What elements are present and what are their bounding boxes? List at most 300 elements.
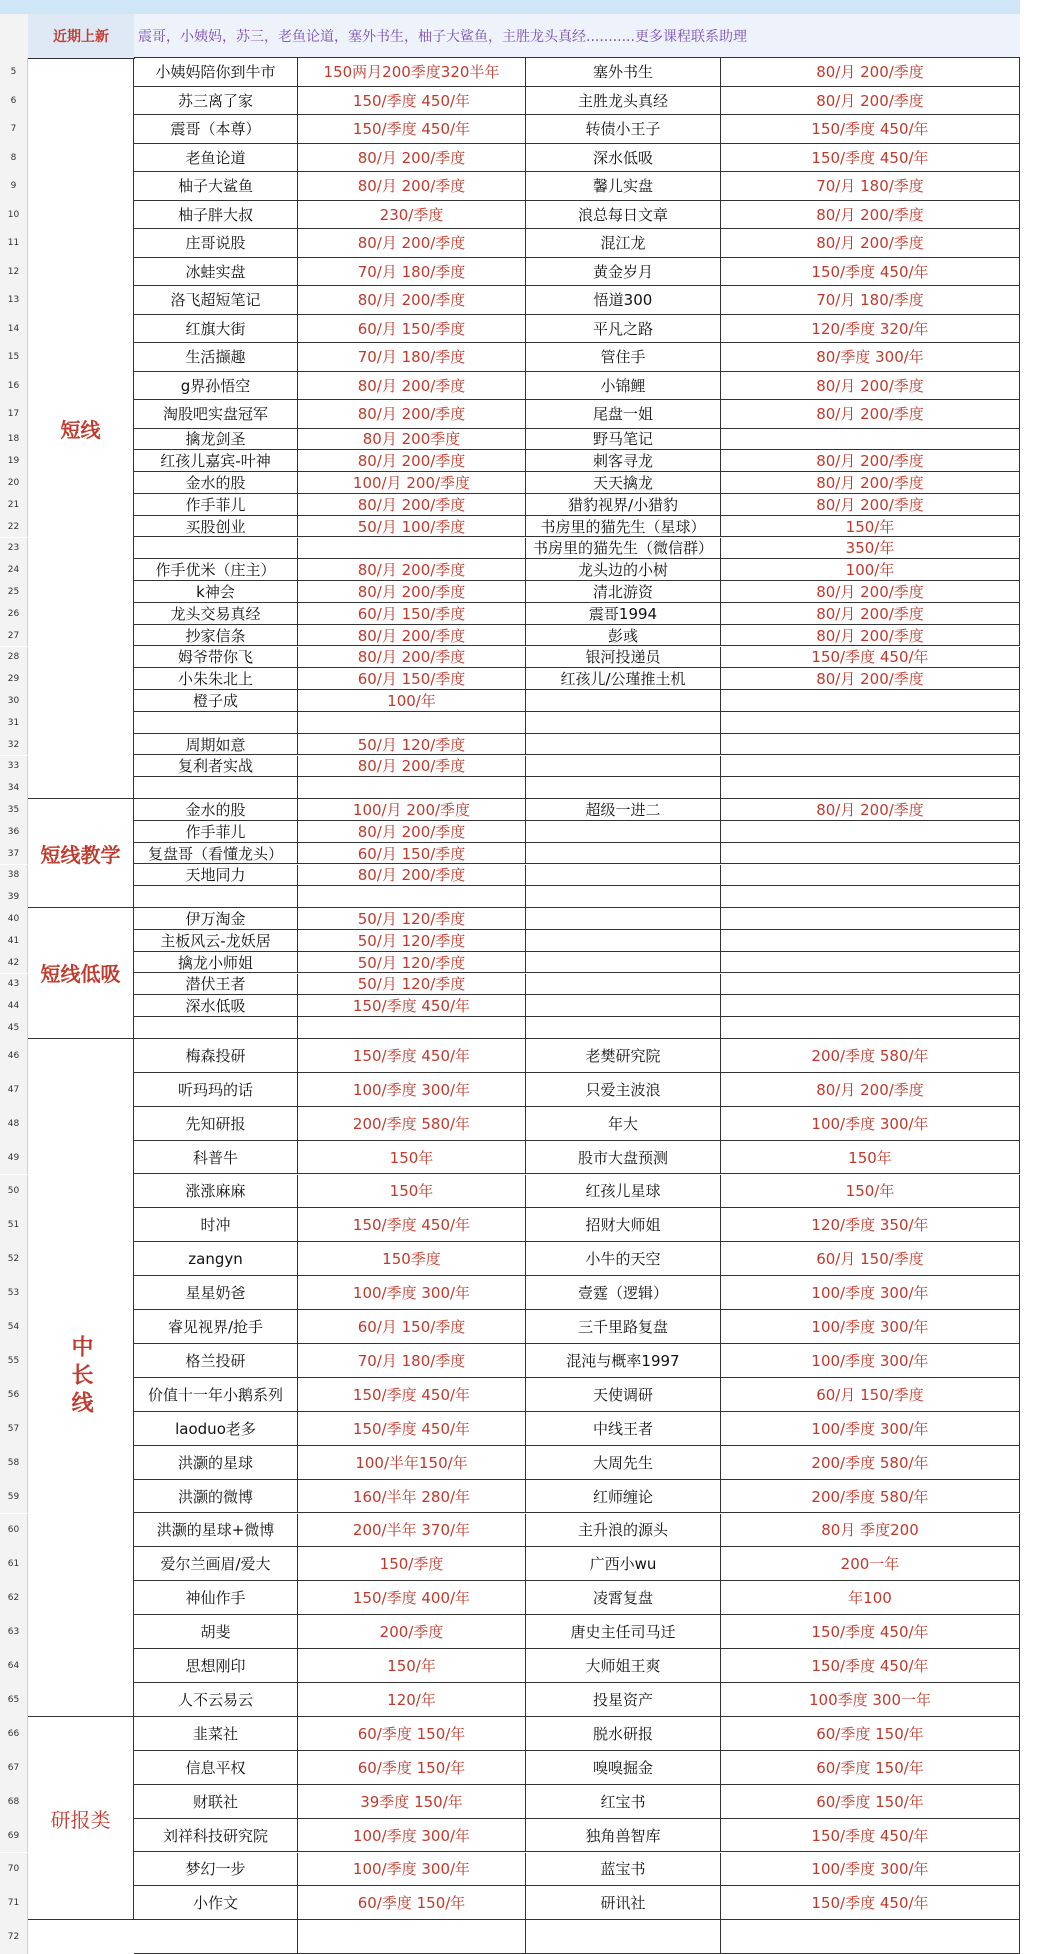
course-name-cell[interactable]: 唐史主任司马迁 — [526, 1615, 721, 1649]
course-name-cell[interactable]: 听玛玛的话 — [134, 1073, 298, 1107]
row-number[interactable]: 57 — [0, 1412, 28, 1446]
course-name-cell[interactable]: 星星奶爸 — [134, 1276, 298, 1310]
course-name-cell[interactable]: 洪灏的星球 — [134, 1446, 298, 1480]
course-name-cell[interactable] — [526, 777, 721, 799]
price-cell[interactable]: 80/月 200/季度 — [298, 450, 526, 472]
price-cell[interactable]: 200一年 — [721, 1547, 1020, 1581]
price-cell[interactable]: 150/季度 450/年 — [298, 1378, 526, 1412]
price-cell[interactable]: 60/月 150/季度 — [298, 843, 526, 865]
course-name-cell[interactable]: 格兰投研 — [134, 1344, 298, 1378]
course-name-cell[interactable]: 老樊研究院 — [526, 1039, 721, 1073]
price-cell[interactable]: 150/季度 450/年 — [721, 1886, 1020, 1920]
course-name-cell[interactable]: 先知研报 — [134, 1107, 298, 1141]
price-cell[interactable]: 80/月 200/季度 — [721, 494, 1020, 516]
row-number[interactable]: 46 — [0, 1039, 28, 1073]
row-number[interactable]: 44 — [0, 995, 28, 1017]
row-number[interactable]: 10 — [0, 201, 28, 230]
course-name-cell[interactable]: 混沌与概率1997 — [526, 1344, 721, 1378]
course-name-cell[interactable]: 年大 — [526, 1107, 721, 1141]
course-name-cell[interactable]: 招财大师姐 — [526, 1208, 721, 1242]
course-name-cell[interactable]: 中线王者 — [526, 1412, 721, 1446]
course-name-cell[interactable]: 苏三离了家 — [134, 87, 298, 116]
row-number[interactable]: 28 — [0, 647, 28, 669]
row-number[interactable]: 40 — [0, 908, 28, 930]
course-name-cell[interactable]: 擒龙剑圣 — [134, 429, 298, 451]
row-number[interactable]: 64 — [0, 1649, 28, 1683]
row-number[interactable]: 56 — [0, 1378, 28, 1412]
price-cell[interactable]: 50/月 120/季度 — [298, 908, 526, 930]
course-name-cell[interactable]: 红孩儿嘉宾-叶神 — [134, 450, 298, 472]
row-number[interactable]: 59 — [0, 1480, 28, 1514]
price-cell[interactable] — [721, 952, 1020, 974]
course-name-cell[interactable]: 猎豹视界/小猎豹 — [526, 494, 721, 516]
course-name-cell[interactable]: 凌霄复盘 — [526, 1581, 721, 1615]
price-cell[interactable] — [721, 995, 1020, 1017]
course-name-cell[interactable] — [134, 538, 298, 560]
price-cell[interactable]: 80/月 200/季度 — [298, 756, 526, 778]
course-name-cell[interactable]: 天天擒龙 — [526, 472, 721, 494]
price-cell[interactable]: 100季度 300一年 — [721, 1683, 1020, 1717]
price-cell[interactable]: 200/季度 — [298, 1615, 526, 1649]
price-cell[interactable]: 60/季度 150/年 — [298, 1717, 526, 1751]
price-cell[interactable]: 80/月 200/季度 — [721, 625, 1020, 647]
course-name-cell[interactable]: 管住手 — [526, 343, 721, 372]
course-name-cell[interactable]: 震哥1994 — [526, 603, 721, 625]
price-cell[interactable]: 80/月 200/季度 — [298, 372, 526, 401]
row-number[interactable]: 15 — [0, 343, 28, 372]
price-cell[interactable]: 100/季度 300/年 — [721, 1107, 1020, 1141]
row-number[interactable]: 49 — [0, 1141, 28, 1175]
course-name-cell[interactable]: 清北游资 — [526, 581, 721, 603]
course-name-cell[interactable]: 洪灏的微博 — [134, 1480, 298, 1514]
course-name-cell[interactable]: 嗅嗅掘金 — [526, 1751, 721, 1785]
price-cell[interactable]: 60/季度 150/年 — [298, 1886, 526, 1920]
course-name-cell[interactable]: 红旗大街 — [134, 315, 298, 344]
price-cell[interactable] — [298, 1920, 526, 1954]
course-name-cell[interactable]: 柚子胖大叔 — [134, 201, 298, 230]
course-name-cell[interactable]: 小朱朱北上 — [134, 668, 298, 690]
course-name-cell[interactable]: 天地同力 — [134, 865, 298, 887]
row-number[interactable]: 14 — [0, 315, 28, 344]
course-name-cell[interactable] — [134, 1920, 298, 1954]
course-name-cell[interactable]: 股市大盘预测 — [526, 1141, 721, 1175]
price-cell[interactable]: 60/月 150/季度 — [298, 315, 526, 344]
course-name-cell[interactable] — [526, 995, 721, 1017]
course-name-cell[interactable] — [526, 690, 721, 712]
price-cell[interactable]: 80/月 200/季度 — [721, 372, 1020, 401]
course-name-cell[interactable]: 睿见视界/抢手 — [134, 1310, 298, 1344]
course-name-cell[interactable]: 主板风云-龙妖居 — [134, 930, 298, 952]
course-name-cell[interactable]: 超级一进二 — [526, 799, 721, 821]
price-cell[interactable]: 39季度 150/年 — [298, 1785, 526, 1819]
row-number[interactable]: 37 — [0, 843, 28, 865]
course-name-cell[interactable]: 主升浪的源头 — [526, 1514, 721, 1548]
price-cell[interactable]: 70/月 180/季度 — [298, 343, 526, 372]
course-name-cell[interactable]: 老鱼论道 — [134, 144, 298, 173]
course-name-cell[interactable] — [134, 777, 298, 799]
price-cell[interactable]: 150年 — [298, 1141, 526, 1175]
course-name-cell[interactable]: 小姨妈陪你到牛市 — [134, 58, 298, 87]
row-number[interactable]: 68 — [0, 1785, 28, 1819]
course-name-cell[interactable]: 小作文 — [134, 1886, 298, 1920]
course-name-cell[interactable]: 刘祥科技研究院 — [134, 1819, 298, 1853]
price-cell[interactable]: 100/季度 300/年 — [721, 1853, 1020, 1887]
course-name-cell[interactable] — [526, 865, 721, 887]
price-cell[interactable] — [721, 821, 1020, 843]
price-cell[interactable]: 50/月 120/季度 — [298, 734, 526, 756]
course-name-cell[interactable]: 脱水研报 — [526, 1717, 721, 1751]
price-cell[interactable]: 100/季度 300/年 — [721, 1310, 1020, 1344]
course-name-cell[interactable]: 涨涨麻麻 — [134, 1175, 298, 1209]
course-name-cell[interactable] — [526, 734, 721, 756]
price-cell[interactable]: 150/季度 450/年 — [721, 115, 1020, 144]
price-cell[interactable]: 120/季度 350/年 — [721, 1208, 1020, 1242]
course-name-cell[interactable]: 复盘哥（看懂龙头） — [134, 843, 298, 865]
price-cell[interactable]: 80/月 200/季度 — [721, 668, 1020, 690]
course-name-cell[interactable]: 浪总每日文章 — [526, 201, 721, 230]
row-number[interactable]: 50 — [0, 1175, 28, 1209]
price-cell[interactable]: 50/月 120/季度 — [298, 974, 526, 996]
price-cell[interactable]: 100/季度 300/年 — [721, 1344, 1020, 1378]
row-number[interactable]: 20 — [0, 472, 28, 494]
category-cell[interactable]: 短线低吸 — [28, 908, 134, 1039]
category-cell[interactable]: 短线教学 — [28, 799, 134, 908]
price-cell[interactable]: 100/季度 300/年 — [298, 1819, 526, 1853]
price-cell[interactable] — [298, 712, 526, 734]
price-cell[interactable] — [721, 886, 1020, 908]
price-cell[interactable]: 80/季度 300/年 — [721, 343, 1020, 372]
row-number[interactable]: 45 — [0, 1017, 28, 1039]
row-number[interactable]: 22 — [0, 516, 28, 538]
price-cell[interactable]: 60/月 150/季度 — [721, 1242, 1020, 1276]
row-number[interactable]: 33 — [0, 756, 28, 778]
course-name-cell[interactable]: 复利者实战 — [134, 756, 298, 778]
price-cell[interactable]: 80/月 200/季度 — [298, 286, 526, 315]
row-number[interactable]: 25 — [0, 581, 28, 603]
row-number[interactable]: 72 — [0, 1920, 28, 1954]
course-name-cell[interactable]: 洛飞超短笔记 — [134, 286, 298, 315]
price-cell[interactable]: 70/月 180/季度 — [721, 286, 1020, 315]
row-number[interactable]: 43 — [0, 974, 28, 996]
course-name-cell[interactable]: 红孩儿星球 — [526, 1175, 721, 1209]
price-cell[interactable]: 100/季度 300/年 — [298, 1073, 526, 1107]
row-number[interactable]: 16 — [0, 372, 28, 401]
course-name-cell[interactable]: 红孩儿/公瑾推土机 — [526, 668, 721, 690]
course-name-cell[interactable]: 买股创业 — [134, 516, 298, 538]
row-number[interactable]: 17 — [0, 400, 28, 429]
row-number[interactable]: 38 — [0, 865, 28, 887]
row-number[interactable]: 63 — [0, 1615, 28, 1649]
price-cell[interactable]: 150/季度 450/年 — [721, 1615, 1020, 1649]
price-cell[interactable]: 200/季度 580/年 — [721, 1480, 1020, 1514]
course-name-cell[interactable]: 爱尔兰画眉/爱大 — [134, 1547, 298, 1581]
price-cell[interactable]: 150/季度 450/年 — [721, 144, 1020, 173]
row-number[interactable]: 34 — [0, 777, 28, 799]
price-cell[interactable]: 80/月 200/季度 — [298, 821, 526, 843]
course-name-cell[interactable]: 壹霆（逻辑） — [526, 1276, 721, 1310]
course-name-cell[interactable]: 小锦鲤 — [526, 372, 721, 401]
price-cell[interactable]: 150/季度 450/年 — [298, 115, 526, 144]
course-name-cell[interactable]: 黄金岁月 — [526, 258, 721, 287]
price-cell[interactable]: 年100 — [721, 1581, 1020, 1615]
price-cell[interactable]: 80/月 200/季度 — [721, 603, 1020, 625]
row-number[interactable]: 8 — [0, 144, 28, 173]
course-name-cell[interactable] — [526, 843, 721, 865]
price-cell[interactable]: 150/季度 450/年 — [298, 1412, 526, 1446]
header-label[interactable]: 近期上新 — [28, 14, 135, 59]
price-cell[interactable]: 100/季度 300/年 — [721, 1276, 1020, 1310]
row-number[interactable]: 7 — [0, 115, 28, 144]
course-name-cell[interactable] — [526, 1920, 721, 1954]
course-name-cell[interactable]: 尾盘一姐 — [526, 400, 721, 429]
price-cell[interactable] — [721, 908, 1020, 930]
price-cell[interactable]: 150两月200季度320半年 — [298, 58, 526, 87]
price-cell[interactable] — [721, 734, 1020, 756]
price-cell[interactable]: 150/季度 450/年 — [721, 258, 1020, 287]
course-name-cell[interactable]: 柚子大鲨鱼 — [134, 172, 298, 201]
course-name-cell[interactable]: 思想刚印 — [134, 1649, 298, 1683]
course-name-cell[interactable]: 作手菲儿 — [134, 821, 298, 843]
row-number[interactable]: 5 — [0, 58, 28, 87]
course-name-cell[interactable]: 转债小王子 — [526, 115, 721, 144]
price-cell[interactable]: 100/年 — [298, 690, 526, 712]
row-number[interactable]: 36 — [0, 821, 28, 843]
row-number[interactable]: 48 — [0, 1107, 28, 1141]
course-name-cell[interactable]: 金水的股 — [134, 799, 298, 821]
price-cell[interactable]: 60/月 150/季度 — [298, 668, 526, 690]
row-number[interactable]: 35 — [0, 799, 28, 821]
row-number[interactable]: 26 — [0, 603, 28, 625]
row-number[interactable]: 66 — [0, 1717, 28, 1751]
price-cell[interactable]: 80/月 200/季度 — [721, 400, 1020, 429]
price-cell[interactable] — [721, 930, 1020, 952]
course-name-cell[interactable] — [526, 886, 721, 908]
course-name-cell[interactable]: 周期如意 — [134, 734, 298, 756]
price-cell[interactable]: 80/月 200/季度 — [721, 201, 1020, 230]
row-number[interactable]: 67 — [0, 1751, 28, 1785]
row-number[interactable]: 12 — [0, 258, 28, 287]
row-number[interactable]: 71 — [0, 1886, 28, 1920]
price-cell[interactable]: 200/季度 580/年 — [721, 1446, 1020, 1480]
price-cell[interactable]: 80/月 200/季度 — [298, 625, 526, 647]
price-cell[interactable] — [721, 865, 1020, 887]
row-number[interactable]: 47 — [0, 1073, 28, 1107]
price-cell[interactable] — [721, 712, 1020, 734]
price-cell[interactable]: 200/季度 580/年 — [298, 1107, 526, 1141]
course-name-cell[interactable]: 混江龙 — [526, 229, 721, 258]
row-number[interactable]: 18 — [0, 429, 28, 451]
course-name-cell[interactable]: 姆爷带你飞 — [134, 647, 298, 669]
course-name-cell[interactable]: laoduo老多 — [134, 1412, 298, 1446]
course-name-cell[interactable]: 梦幻一步 — [134, 1853, 298, 1887]
price-cell[interactable]: 150/季度 450/年 — [298, 995, 526, 1017]
price-cell[interactable]: 80/月 200/季度 — [298, 559, 526, 581]
row-number[interactable]: 11 — [0, 229, 28, 258]
price-cell[interactable]: 100/季度 300/年 — [298, 1276, 526, 1310]
course-name-cell[interactable]: 潜伏王者 — [134, 974, 298, 996]
course-name-cell[interactable]: 抄家信条 — [134, 625, 298, 647]
course-name-cell[interactable]: zangyn — [134, 1242, 298, 1276]
row-number[interactable]: 61 — [0, 1547, 28, 1581]
course-name-cell[interactable]: 生活撷趣 — [134, 343, 298, 372]
course-name-cell[interactable] — [134, 1017, 298, 1039]
row-number[interactable]: 9 — [0, 172, 28, 201]
course-name-cell[interactable] — [526, 1017, 721, 1039]
course-name-cell[interactable]: 作手菲儿 — [134, 494, 298, 516]
row-number[interactable]: 27 — [0, 625, 28, 647]
row-number[interactable]: 39 — [0, 886, 28, 908]
row-number[interactable]: 41 — [0, 930, 28, 952]
course-name-cell[interactable]: 书房里的猫先生（微信群） — [526, 538, 721, 560]
course-name-cell[interactable]: 红师缠论 — [526, 1480, 721, 1514]
course-name-cell[interactable]: 财联社 — [134, 1785, 298, 1819]
course-name-cell[interactable]: 胡斐 — [134, 1615, 298, 1649]
row-number[interactable]: 53 — [0, 1276, 28, 1310]
price-cell[interactable]: 150/季度 450/年 — [721, 1819, 1020, 1853]
course-name-cell[interactable]: 淘股吧实盘冠军 — [134, 400, 298, 429]
course-name-cell[interactable]: 野马笔记 — [526, 429, 721, 451]
course-name-cell[interactable]: 冰蛙实盘 — [134, 258, 298, 287]
price-cell[interactable]: 80月 200季度 — [298, 429, 526, 451]
row-number[interactable]: 55 — [0, 1344, 28, 1378]
course-name-cell[interactable]: 韭菜社 — [134, 1717, 298, 1751]
price-cell[interactable]: 150/季度 450/年 — [298, 1039, 526, 1073]
course-name-cell[interactable]: 龙头边的小树 — [526, 559, 721, 581]
price-cell[interactable]: 150季度 — [298, 1242, 526, 1276]
price-cell[interactable]: 60/季度 150/年 — [298, 1751, 526, 1785]
row-number[interactable]: 65 — [0, 1683, 28, 1717]
course-name-cell[interactable]: 金水的股 — [134, 472, 298, 494]
course-name-cell[interactable]: 独角兽智库 — [526, 1819, 721, 1853]
price-cell[interactable]: 80/月 200/季度 — [298, 647, 526, 669]
course-name-cell[interactable]: 小牛的天空 — [526, 1242, 721, 1276]
price-cell[interactable] — [721, 843, 1020, 865]
price-cell[interactable]: 200/季度 580/年 — [721, 1039, 1020, 1073]
price-cell[interactable]: 100/年 — [721, 559, 1020, 581]
price-cell[interactable]: 150/季度 450/年 — [721, 647, 1020, 669]
price-cell[interactable]: 150年 — [298, 1175, 526, 1209]
course-name-cell[interactable]: k神会 — [134, 581, 298, 603]
row-number[interactable]: 13 — [0, 286, 28, 315]
price-cell[interactable]: 100/月 200/季度 — [298, 799, 526, 821]
course-name-cell[interactable] — [526, 952, 721, 974]
price-cell[interactable]: 150/年 — [298, 1649, 526, 1683]
course-name-cell[interactable] — [526, 821, 721, 843]
price-cell[interactable]: 70/月 180/季度 — [721, 172, 1020, 201]
price-cell[interactable]: 80/月 200/季度 — [298, 494, 526, 516]
course-name-cell[interactable]: 悟道300 — [526, 286, 721, 315]
price-cell[interactable]: 70/月 180/季度 — [298, 258, 526, 287]
row-number[interactable]: 58 — [0, 1446, 28, 1480]
price-cell[interactable]: 80月 季度200 — [721, 1514, 1020, 1548]
price-cell[interactable] — [298, 538, 526, 560]
row-number[interactable]: 51 — [0, 1208, 28, 1242]
row-number[interactable]: 62 — [0, 1581, 28, 1615]
course-name-cell[interactable]: 深水低吸 — [526, 144, 721, 173]
price-cell[interactable]: 80/月 200/季度 — [721, 229, 1020, 258]
price-cell[interactable]: 150/年 — [721, 1175, 1020, 1209]
course-name-cell[interactable]: 庄哥说股 — [134, 229, 298, 258]
price-cell[interactable]: 80/月 200/季度 — [721, 799, 1020, 821]
row-number[interactable]: 52 — [0, 1242, 28, 1276]
course-name-cell[interactable]: 红宝书 — [526, 1785, 721, 1819]
price-cell[interactable] — [721, 429, 1020, 451]
course-name-cell[interactable]: 塞外书生 — [526, 58, 721, 87]
price-cell[interactable]: 60/月 150/季度 — [721, 1378, 1020, 1412]
price-cell[interactable]: 80/月 200/季度 — [298, 172, 526, 201]
category-cell[interactable]: 短线 — [28, 58, 134, 799]
price-cell[interactable] — [721, 777, 1020, 799]
price-cell[interactable]: 80/月 200/季度 — [298, 229, 526, 258]
price-cell[interactable]: 60/季度 150/年 — [721, 1785, 1020, 1819]
category-cell[interactable]: 研报类 — [28, 1717, 134, 1920]
price-cell[interactable]: 60/季度 150/年 — [721, 1751, 1020, 1785]
price-cell[interactable]: 150/季度 400/年 — [298, 1581, 526, 1615]
course-name-cell[interactable]: 神仙作手 — [134, 1581, 298, 1615]
price-cell[interactable]: 150/季度 450/年 — [721, 1649, 1020, 1683]
course-name-cell[interactable]: 书房里的猫先生（星球） — [526, 516, 721, 538]
price-cell[interactable]: 100/月 200/季度 — [298, 472, 526, 494]
course-name-cell[interactable]: 只爱主波浪 — [526, 1073, 721, 1107]
row-number[interactable]: 31 — [0, 712, 28, 734]
price-cell[interactable]: 80/月 200/季度 — [721, 450, 1020, 472]
price-cell[interactable] — [721, 1920, 1020, 1954]
course-name-cell[interactable]: 橙子成 — [134, 690, 298, 712]
price-cell[interactable]: 80/月 200/季度 — [721, 581, 1020, 603]
price-cell[interactable]: 350/年 — [721, 538, 1020, 560]
price-cell[interactable]: 80/月 200/季度 — [298, 865, 526, 887]
category-cell[interactable]: 中长线 — [28, 1039, 134, 1717]
course-name-cell[interactable]: g界孙悟空 — [134, 372, 298, 401]
course-name-cell[interactable] — [526, 908, 721, 930]
row-number[interactable]: 70 — [0, 1853, 28, 1887]
course-name-cell[interactable] — [526, 974, 721, 996]
price-cell[interactable]: 50/月 120/季度 — [298, 930, 526, 952]
price-cell[interactable] — [721, 756, 1020, 778]
price-cell[interactable]: 150/季度 450/年 — [298, 1208, 526, 1242]
price-cell[interactable]: 160/半年 280/年 — [298, 1480, 526, 1514]
price-cell[interactable]: 50/月 100/季度 — [298, 516, 526, 538]
row-number[interactable]: 6 — [0, 87, 28, 116]
price-cell[interactable]: 100/季度 300/年 — [298, 1853, 526, 1887]
price-cell[interactable]: 80/月 200/季度 — [298, 144, 526, 173]
price-cell[interactable]: 80/月 200/季度 — [721, 87, 1020, 116]
price-cell[interactable]: 80/月 200/季度 — [721, 58, 1020, 87]
row-number[interactable]: 24 — [0, 559, 28, 581]
course-name-cell[interactable]: 伊万淘金 — [134, 908, 298, 930]
course-name-cell[interactable]: 时冲 — [134, 1208, 298, 1242]
course-name-cell[interactable]: 天使调研 — [526, 1378, 721, 1412]
row-number[interactable]: 23 — [0, 538, 28, 560]
course-name-cell[interactable] — [526, 930, 721, 952]
price-cell[interactable]: 50/月 120/季度 — [298, 952, 526, 974]
price-cell[interactable]: 80/月 200/季度 — [721, 472, 1020, 494]
course-name-cell[interactable]: 深水低吸 — [134, 995, 298, 1017]
row-number[interactable]: 30 — [0, 690, 28, 712]
course-name-cell[interactable]: 震哥（本尊） — [134, 115, 298, 144]
course-name-cell[interactable]: 科普牛 — [134, 1141, 298, 1175]
course-name-cell[interactable] — [526, 712, 721, 734]
price-cell[interactable]: 100/季度 300/年 — [721, 1412, 1020, 1446]
course-name-cell[interactable]: 三千里路复盘 — [526, 1310, 721, 1344]
course-name-cell[interactable]: 彭彧 — [526, 625, 721, 647]
price-cell[interactable]: 80/月 200/季度 — [298, 581, 526, 603]
course-name-cell[interactable] — [526, 756, 721, 778]
course-name-cell[interactable]: 龙头交易真经 — [134, 603, 298, 625]
price-cell[interactable]: 60/月 150/季度 — [298, 603, 526, 625]
price-cell[interactable]: 120/季度 320/年 — [721, 315, 1020, 344]
course-name-cell[interactable]: 梅森投研 — [134, 1039, 298, 1073]
